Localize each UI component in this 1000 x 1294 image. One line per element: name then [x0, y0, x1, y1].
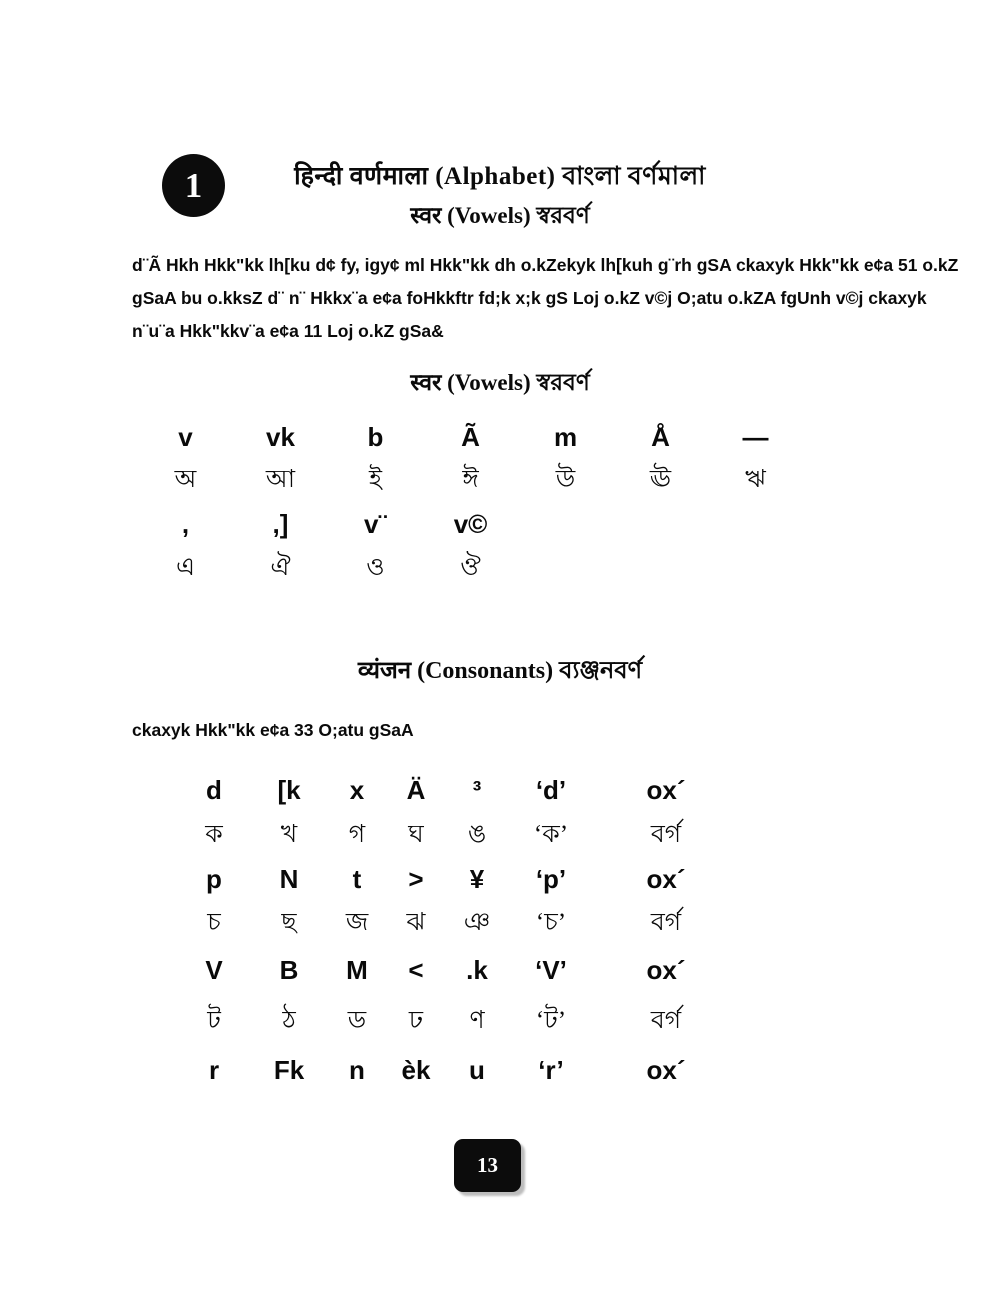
consonant-row-bengali-ka	[178, 812, 738, 858]
letter-cell: n	[349, 1054, 365, 1085]
letter-cell: V	[205, 954, 223, 985]
letter-cell: vk	[266, 421, 295, 452]
letter-cell: ‘ক’	[533, 820, 569, 848]
vowel-row-bengali-2	[138, 546, 803, 591]
vowel-row-hindi-2	[138, 503, 803, 546]
letter-cell: b	[367, 421, 384, 452]
letter-cell: ঔ	[460, 554, 481, 581]
letter-cell: ই	[368, 466, 382, 493]
letter-cell: গ	[348, 820, 366, 848]
letter-cell: v¨	[363, 509, 388, 539]
letter-cell	[518, 503, 613, 546]
intro-line-3: n¨u¨a Hkk"kkv¨a e¢a 11 Loj o.kZ gSa&	[132, 321, 444, 341]
page-title: हिन्दी वर्णमाला (Alphabet) বাংলা বর্ণমালা	[294, 163, 706, 190]
letter-cell: Fk	[273, 1054, 305, 1085]
letter-cell: x	[349, 774, 365, 805]
letter-cell: r	[208, 1054, 220, 1085]
intro-paragraph	[132, 249, 959, 348]
letter-cell: p	[206, 863, 222, 894]
letter-cell: ঐ	[270, 554, 291, 581]
letter-cell: ক	[205, 820, 223, 848]
vowel-row-bengali-1	[138, 458, 803, 503]
letter-cell: ³	[472, 774, 482, 805]
letter-cell: ঙ	[467, 820, 487, 848]
letter-cell: ‘চ’	[535, 908, 567, 936]
letter-cell: ox´	[646, 1054, 686, 1085]
letter-cell: ‘p’	[535, 863, 567, 894]
intro-line-1: d¨Ã Hkh Hkk"kk lh[ku d¢ fy, igy¢ ml Hkk"kk dh o.kZekyk lh[kuh g¨rh gSA ckaxyk Hkk"kk e¢a 51 o.kZ	[132, 255, 959, 275]
letter-cell: N	[279, 863, 299, 894]
letter-cell: ox´	[646, 954, 686, 985]
letter-cell: m	[553, 421, 578, 452]
letter-cell: ,]	[272, 509, 289, 539]
letter-cell: ox´	[646, 863, 686, 894]
letter-cell: ঈ	[462, 466, 479, 493]
letter-cell: [k	[277, 774, 301, 805]
consonant-row-hindi-ka	[178, 768, 738, 812]
letter-cell: জ	[345, 908, 369, 936]
letter-cell: ঢ	[408, 1006, 424, 1034]
letter-cell: ড	[347, 1006, 367, 1034]
letter-cell: বর্গ	[650, 1006, 682, 1034]
consonant-row-hindi-cha	[178, 858, 738, 900]
page-number-box	[454, 1139, 521, 1192]
letter-cell: ঘ	[408, 820, 424, 848]
vowel-row-hindi-1	[138, 416, 803, 458]
vowels-heading: स्वर (Vowels) স্বরবর্ণ	[410, 370, 590, 395]
letter-cell: খ	[280, 820, 298, 848]
chapter-number: 1	[184, 166, 203, 205]
letter-cell: ‘ট’	[535, 1006, 567, 1034]
vowels-table	[138, 416, 803, 591]
letter-cell: Å	[651, 421, 670, 452]
letter-cell: >	[408, 863, 424, 894]
letter-cell: t	[352, 863, 362, 894]
letter-cell: উ	[555, 466, 576, 493]
letter-cell: ¥	[469, 863, 485, 894]
page-number: 13	[477, 1153, 498, 1177]
page-subtitle: स्वर (Vowels) স্বরবর্ণ	[410, 203, 590, 228]
letter-cell: ‘d’	[535, 774, 567, 805]
letter-cell: ও	[366, 554, 385, 581]
letter-cell: Ä	[406, 774, 426, 805]
letter-cell: অ	[174, 466, 197, 493]
letter-cell: চ	[207, 908, 221, 936]
letter-cell	[708, 503, 803, 546]
consonants-table	[178, 768, 738, 1092]
letter-cell: আ	[265, 466, 296, 493]
consonant-row-bengali-ta-retroflex	[178, 994, 738, 1048]
letter-cell: ঝ	[406, 908, 426, 936]
letter-cell: ঋ	[745, 466, 766, 493]
letter-cell: ,	[181, 509, 190, 539]
letter-cell	[708, 546, 803, 591]
letter-cell: v	[178, 421, 193, 452]
letter-cell: Ã	[461, 421, 480, 452]
consonant-row-hindi-ta-dental	[178, 1048, 738, 1092]
letter-cell: ox´	[646, 774, 686, 805]
letter-cell: v©	[453, 509, 488, 539]
letter-cell: ঞ	[463, 908, 491, 936]
letter-cell	[613, 503, 708, 546]
letter-cell: ঊ	[649, 466, 672, 493]
consonant-row-bengali-cha	[178, 900, 738, 946]
letter-cell: ‘V’	[535, 954, 567, 985]
letter-cell	[518, 546, 613, 591]
letter-cell: u	[469, 1054, 485, 1085]
consonants-note: ckaxyk Hkk"kk e¢a 33 O;atu gSaA	[132, 720, 414, 740]
letter-cell: ছ	[281, 908, 297, 936]
letter-cell: .k	[466, 954, 488, 985]
letter-cell	[613, 546, 708, 591]
consonants-heading: व्यंजन (Consonants) ব্যঞ্জনবর্ণ	[357, 658, 643, 684]
letter-cell: B	[279, 954, 299, 985]
letter-cell: ‘r’	[538, 1054, 564, 1085]
letter-cell: <	[408, 954, 424, 985]
consonant-row-hindi-ta-retroflex	[178, 946, 738, 994]
letter-cell: বর্গ	[650, 908, 682, 936]
letter-cell: d	[206, 774, 222, 805]
letter-cell: èk	[401, 1054, 431, 1085]
letter-cell: M	[346, 954, 368, 985]
intro-line-2: gSaA bu o.kksZ d¨ n¨ Hkkx¨a e¢a foHkkftr fd;k x;k gS Loj o.kZ v©j O;atu o.kZA fgUnh v©j ckaxyk	[132, 288, 927, 308]
letter-cell: ট	[207, 1006, 221, 1034]
letter-cell: বর্গ	[650, 820, 682, 848]
letter-cell: —	[742, 421, 769, 452]
letter-cell: ণ	[469, 1006, 485, 1034]
letter-cell: এ	[175, 554, 196, 581]
letter-cell: ঠ	[282, 1006, 296, 1034]
